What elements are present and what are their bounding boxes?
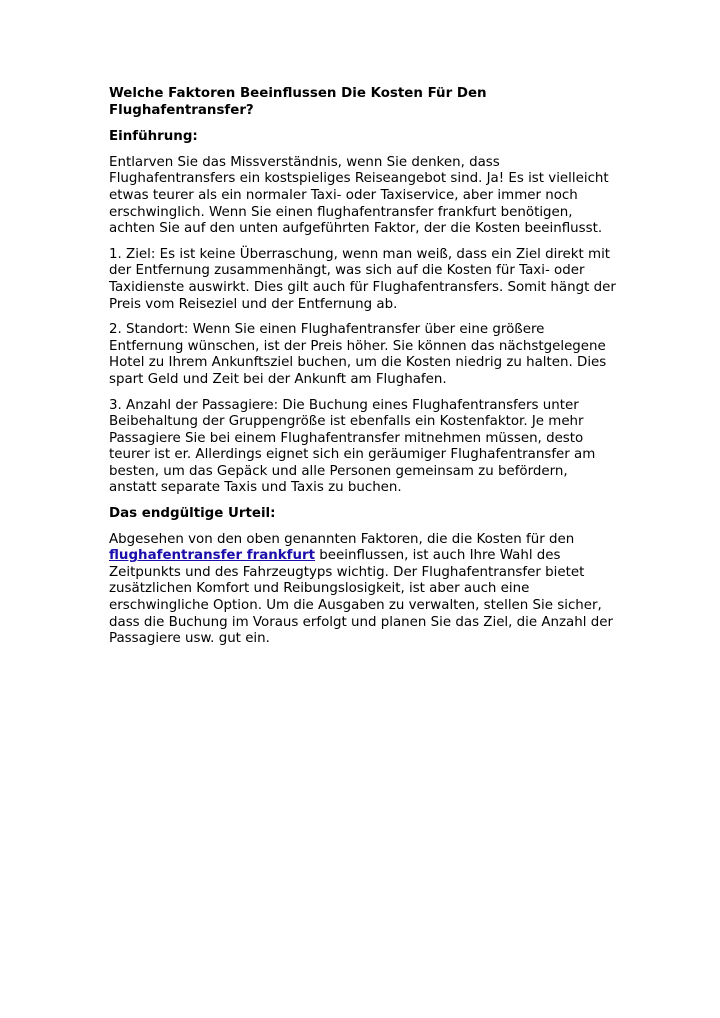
flughafentransfer-frankfurt-link[interactable]: flughafentransfer frankfurt <box>109 548 316 564</box>
document-title: Welche Faktoren Beeinflussen Die Kosten Für Den Flughafentransfer? <box>109 86 487 118</box>
verdict-heading: Das endgültige Urteil: <box>109 506 276 522</box>
intro-paragraph: Entlarven Sie das Missverständnis, wenn Sie denken, dass Flughafentransfers ein kostspieliges Reiseangebot sind. Ja! Es ist vielleicht etwas teurer als ein normaler Taxi- oder Taxiservice, aber immer noch erschwinglich. Wenn Sie einen flughafentransfer frankfurt benötigen, achten Sie auf den unten aufgeführten Faktor, der die Kosten beeinflusst. <box>109 154 609 237</box>
intro-heading: Einführung: <box>109 129 198 145</box>
verdict-paragraph <box>109 532 619 648</box>
point-passengers: 3. Anzahl der Passagiere: Die Buchung eines Flughafentransfers unter Beibehaltung der Gruppengröße ist ebenfalls ein Kostenfaktor. Je mehr Passagiere Sie bei einem Flughafentransfer mitnehmen müssen, desto teurer ist er. Allerdings eignet sich ein geräumiger Flughafentransfer am besten, um das Gepäck und alle Personen gemeinsam zu befördern, anstatt separate Taxis und Taxis zu buchen. <box>109 397 596 496</box>
verdict-text-before-link: Abgesehen von den oben genannten Faktoren, die die Kosten für den <box>109 531 575 547</box>
document-page <box>109 86 619 657</box>
verdict-text-after-link: beeinflussen, ist auch Ihre Wahl des Zeitpunkts und des Fahrzeugtyps wichtig. Der Flughafentransfer bietet zusätzlichen Komfort und Reibungslosigkeit, ist aber auch eine erschwingliche Option. Um die Ausgaben zu verwalten, stellen Sie sicher, dass die Buchung im Voraus erfolgt und planen Sie das Ziel, die Anzahl der Passagiere usw. gut ein. <box>109 548 613 647</box>
point-destination: 1. Ziel: Es ist keine Überraschung, wenn man weiß, dass ein Ziel direkt mit der Entfernung zusammenhängt, was sich auf die Kosten für Taxi- oder Taxidienste auswirkt. Dies gilt auch für Flughafentransfers. Somit hängt der Preis vom Reiseziel und der Entfernung ab. <box>109 246 616 312</box>
point-location: 2. Standort: Wenn Sie einen Flughafentransfer über eine größere Entfernung wünschen, ist der Preis höher. Sie können das nächstgelegene Hotel zu Ihrem Ankunftsziel buchen, um die Kosten niedrig zu halten. Dies spart Geld und Zeit bei der Ankunft am Flughafen. <box>109 322 607 387</box>
